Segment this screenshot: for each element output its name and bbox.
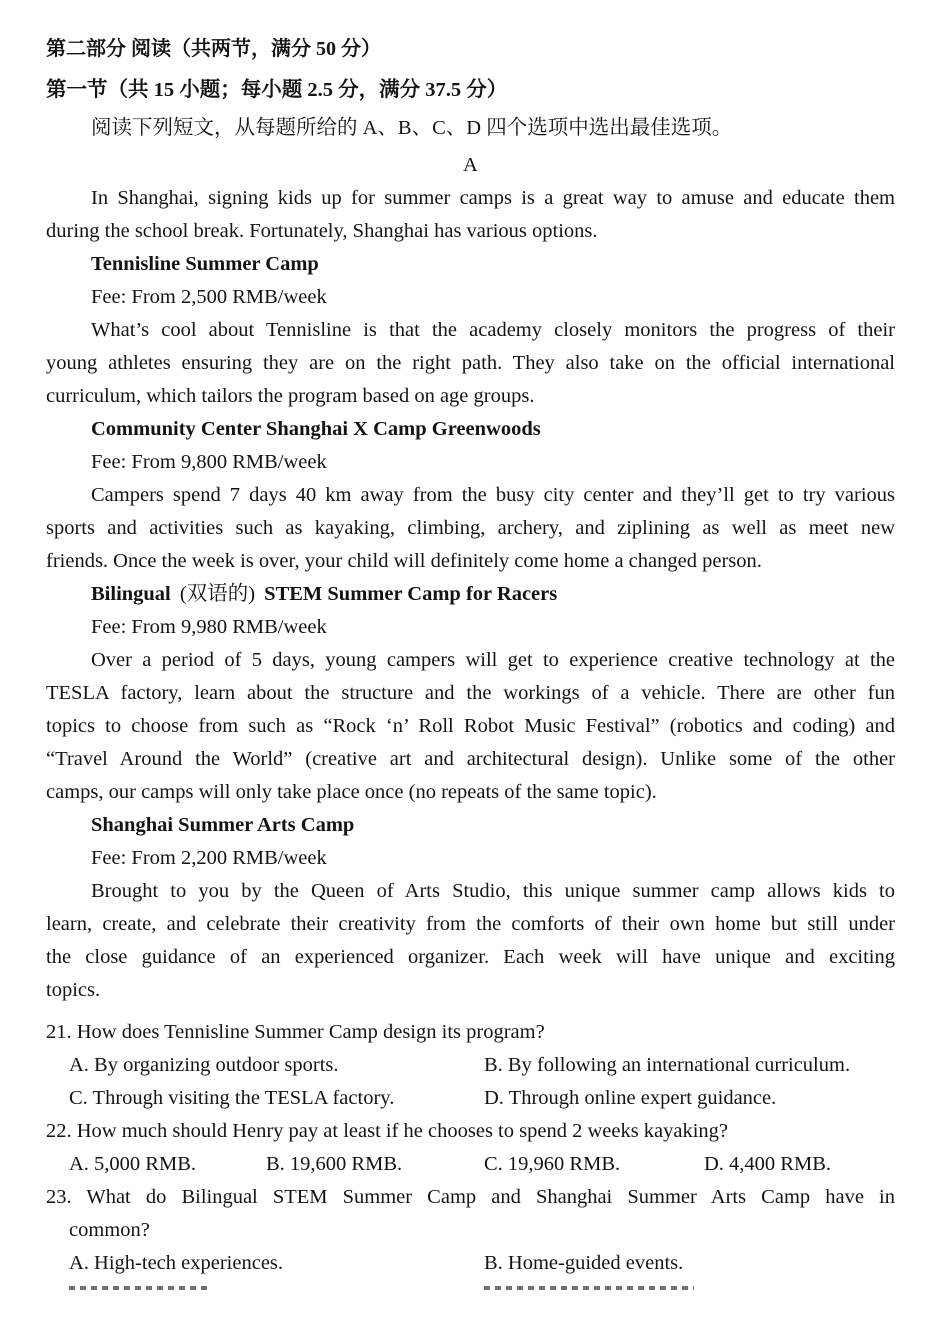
question-23-stem: 23. What do Bilingual STEM Summer Camp and Shanghai Summer Arts Camp have in — [46, 1186, 895, 1208]
question-21-stem: 21. How does Tennisline Summer Camp design its program? — [46, 1021, 545, 1043]
camp-title-tennisline: Tennisline Summer Camp — [91, 253, 319, 275]
cropped-text-remnant — [484, 1286, 694, 1290]
camp-desc-line: TESLA factory, learn about the structure and the workings of a vehicle. There are other fun — [46, 682, 895, 704]
camp-desc-line: “Travel Around the World” (creative art and architectural design). Unlike some of the other — [46, 748, 895, 770]
camp-fee-tennisline: Fee: From 2,500 RMB/week — [91, 286, 327, 308]
intro-line-1: In Shanghai, signing kids up for summer camps is a great way to amuse and educate them — [91, 187, 895, 209]
camp-desc-line: Brought to you by the Queen of Arts Studio, this unique summer camp allows kids to — [91, 880, 895, 902]
camp-title-stem — [91, 581, 557, 607]
intro-line-2: during the school break. Fortunately, Shanghai has various options. — [46, 220, 598, 242]
cropped-text-remnant — [69, 1286, 209, 1290]
option-22-a: A. 5,000 RMB. — [69, 1153, 197, 1175]
option-22-c: C. 19,960 RMB. — [484, 1153, 621, 1175]
instruction-text: 阅读下列短文，从每题所给的 A、B、C、D 四个选项中选出最佳选项。 — [91, 117, 733, 139]
option-21-d: D. Through online expert guidance. — [484, 1087, 777, 1109]
camp-desc-line: What’s cool about Tennisline is that the academy closely monitors the progress of their — [91, 319, 895, 341]
camp-title-part: Bilingual — [91, 583, 171, 605]
camp-title-part: STEM Summer Camp for Racers — [264, 583, 558, 605]
camp-desc-line: camps, our camps will only take place once (no repeats of the same topic). — [46, 781, 657, 803]
camp-desc-line: friends. Once the week is over, your child will definitely come home a changed person. — [46, 550, 762, 572]
question-23-stem-cont: common? — [69, 1219, 150, 1241]
camp-desc-line: Campers spend 7 days 40 km away from the busy city center and they’ll get to try various — [91, 484, 895, 506]
option-23-a: A. High-tech experiences. — [69, 1252, 284, 1274]
option-22-b: B. 19,600 RMB. — [266, 1153, 403, 1175]
camp-title-note: (双语的) — [179, 583, 256, 605]
camp-desc-line: Over a period of 5 days, young campers will get to experience creative technology at the — [91, 649, 895, 671]
camp-desc-line: sports and activities such as kayaking, climbing, archery, and ziplining as well as meet new — [46, 517, 895, 539]
camp-title-arts: Shanghai Summer Arts Camp — [91, 814, 355, 836]
option-21-c: C. Through visiting the TESLA factory. — [69, 1087, 395, 1109]
camp-fee-stem: Fee: From 9,980 RMB/week — [91, 616, 327, 638]
option-21-b: B. By following an international curriculum. — [484, 1054, 851, 1076]
camp-desc-line: the close guidance of an experienced organizer. Each week will have unique and exciting — [46, 946, 895, 968]
option-21-a: A. By organizing outdoor sports. — [69, 1054, 339, 1076]
camp-desc-line: curriculum, which tailors the program based on age groups. — [46, 385, 535, 407]
camp-title-greenwoods: Community Center Shanghai X Camp Greenwoods — [91, 418, 541, 440]
camp-desc-line: young athletes ensuring they are on the right path. They also take on the official international — [46, 352, 895, 374]
option-22-d: D. 4,400 RMB. — [704, 1153, 832, 1175]
camp-desc-line: learn, create, and celebrate their creativity from the comforts of their own home but still under — [46, 913, 895, 935]
camp-fee-arts: Fee: From 2,200 RMB/week — [91, 847, 327, 869]
option-23-b: B. Home-guided events. — [484, 1252, 684, 1274]
camp-fee-greenwoods: Fee: From 9,800 RMB/week — [91, 451, 327, 473]
camp-desc-line: topics. — [46, 979, 101, 1001]
part-title: 第二部分 阅读（共两节，满分 50 分） — [46, 38, 381, 60]
section-title: 第一节（共 15 小题；每小题 2.5 分，满分 37.5 分） — [46, 79, 508, 101]
camp-desc-line: topics to choose from such as “Rock ‘n’ Roll Robot Music Festival” (robotics and coding) and — [46, 715, 895, 737]
question-22-stem: 22. How much should Henry pay at least if he chooses to spend 2 weeks kayaking? — [46, 1120, 729, 1142]
passage-letter: A — [463, 154, 478, 176]
